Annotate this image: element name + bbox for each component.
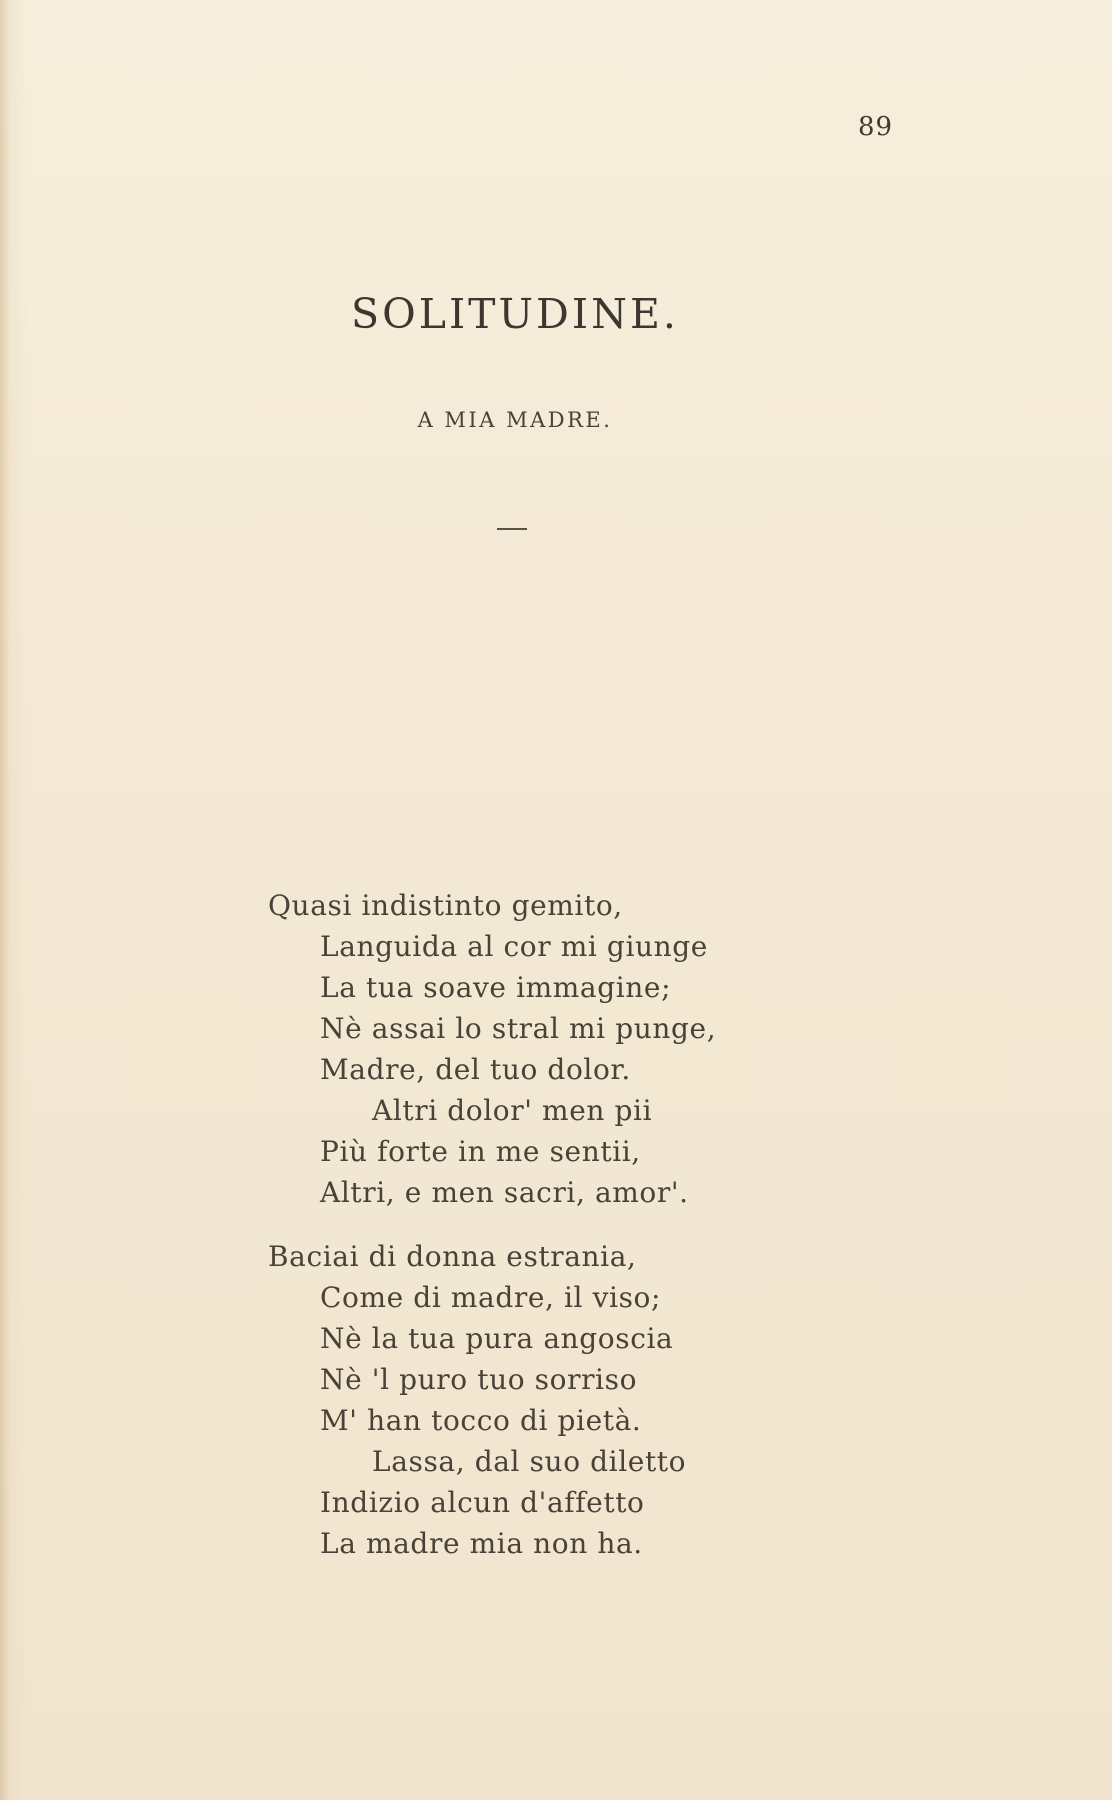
page-number: 89 bbox=[858, 112, 894, 142]
verse-line: Nè assai lo stral mi punge, bbox=[320, 1012, 717, 1045]
verse-line: Indizio alcun d'affetto bbox=[320, 1486, 645, 1519]
verse-line: La tua soave immagine; bbox=[320, 971, 672, 1004]
verse-line: Languida al cor mi giunge bbox=[320, 930, 708, 963]
verse-line: Madre, del tuo dolor. bbox=[320, 1053, 631, 1086]
verse-line: La madre mia non ha. bbox=[320, 1527, 643, 1560]
poem-dedication: A MIA MADRE. bbox=[417, 408, 613, 432]
verse-line: Altri dolor' men pii bbox=[372, 1094, 653, 1127]
verse-line: Più forte in me sentii, bbox=[320, 1135, 641, 1168]
poem-title: SOLITUDINE. bbox=[351, 290, 679, 338]
stanza-1 bbox=[268, 885, 716, 1213]
stanza-2 bbox=[268, 1236, 686, 1564]
verse-line: M' han tocco di pietà. bbox=[320, 1404, 642, 1437]
verse-line: Altri, e men sacri, amor'. bbox=[320, 1176, 689, 1209]
verse-line: Baciai di donna estrania, bbox=[268, 1240, 637, 1273]
section-divider bbox=[497, 528, 527, 530]
verse-line: Lassa, dal suo diletto bbox=[372, 1445, 687, 1478]
verse-line: Nè 'l puro tuo sorriso bbox=[320, 1363, 638, 1396]
verse-line: Come di madre, il viso; bbox=[320, 1281, 662, 1314]
verse-line: Quasi indistinto gemito, bbox=[268, 889, 623, 922]
verse-line: Nè la tua pura angoscia bbox=[320, 1322, 674, 1355]
